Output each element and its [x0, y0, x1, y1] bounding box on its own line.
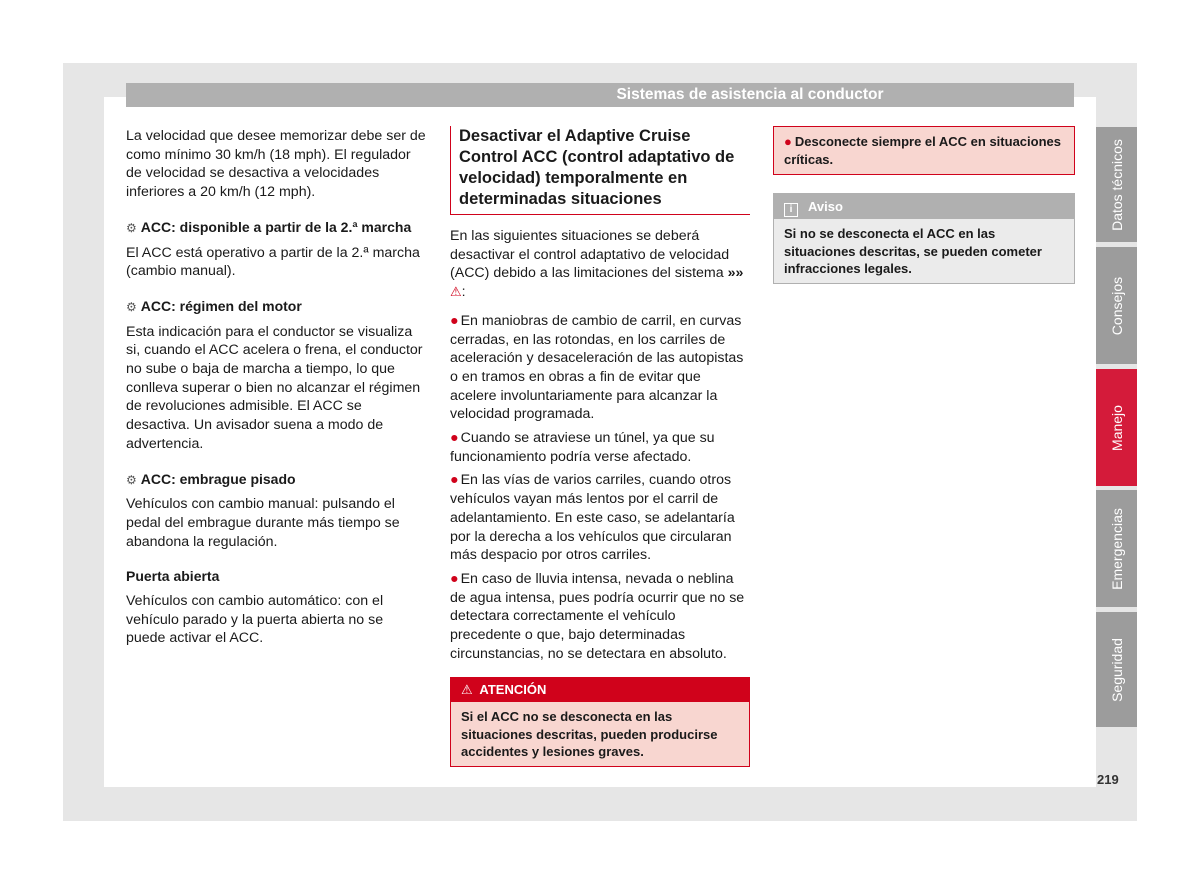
warning-light-icon: ⚙: [126, 299, 137, 314]
situations-intro: En las siguientes situaciones se deberá desactivar el control adaptativo de velocidad (ACC) debido a las limitaciones del sistema »» ⚠:: [450, 228, 744, 301]
bullet-dot-icon: ●: [450, 430, 459, 447]
section-header-title: Sistemas de asistencia al conductor: [616, 86, 884, 103]
bullet-dot-icon: ●: [450, 472, 459, 489]
warning-light-icon: ⚙: [126, 220, 137, 235]
attention-label: ATENCIÓN: [479, 682, 547, 698]
notice-header: [774, 194, 1074, 219]
tab-seguridad[interactable]: [1096, 612, 1137, 727]
critical-note-box: [773, 126, 1075, 175]
subheading-clutch: [126, 470, 426, 490]
situations-intro-text: En las siguientes situaciones se deberá desactivar el control adaptativo de velocidad (ACC) debido a las limitaciones del sistema: [450, 228, 730, 282]
list-item-text: En caso de lluvia intensa, nevada o neblina de agua intensa, pues podría ocurrir que no se detectara correctamente el vehículo precedente o que, bajo determinadas circunstancias, no se detectara en absoluto.: [450, 570, 745, 662]
critical-note-text: Desconecte siempre el ACC en situaciones críticas.: [784, 134, 1061, 167]
list-item-text: En maniobras de cambio de carril, en curvas cerradas, en las rotondas, en los carriles de aceleración y desaceleración de las autopistas o en tramos en obras a fin de evitar que acelere involuntariamente para alcanzar la velocidad programada.: [450, 312, 744, 423]
section-title: Desactivar el Adaptive Cruise Control ACC (control adaptativo de velocidad) temporalmente en determinadas situaciones: [450, 126, 750, 215]
bullet-dot-icon: ●: [450, 312, 459, 329]
subheading-engine-speed: [126, 297, 426, 317]
warning-triangle-icon: ⚠: [450, 284, 462, 300]
column-left: [126, 127, 426, 664]
subheading-engine-speed-text: ACC: régimen del motor: [140, 297, 302, 314]
tab-label: Datos técnicos: [1108, 138, 1125, 231]
notice-box: [773, 193, 1075, 284]
subheading-gear-text: ACC: disponible a partir de la 2.ª marcha: [140, 218, 412, 235]
list-item: [450, 429, 750, 466]
list-item: [450, 570, 750, 664]
list-item-text: Cuando se atraviese un túnel, ya que su funcionamiento podría verse afectado.: [450, 430, 715, 465]
intro-paragraph: La velocidad que desee memorizar debe ser de como mínimo 30 km/h (18 mph). El regulador de velocidad se desactiva a velocidades inferiores a 20 km/h (12 mph).: [126, 128, 426, 201]
notice-text: Si no se desconecta el ACC en las situaciones descritas, se pueden cometer infracciones legales.: [774, 219, 1074, 283]
continue-arrows: »»: [727, 265, 744, 282]
tab-label: Manejo: [1108, 404, 1125, 451]
list-item: [450, 471, 750, 565]
tab-datos-tecnicos[interactable]: [1096, 127, 1137, 242]
bullet-dot-icon: ●: [784, 134, 792, 149]
attention-text: Si el ACC no se desconecta en las situaciones descritas, pueden producirse accidentes y lesiones graves.: [451, 702, 749, 766]
page-number: 219: [1097, 772, 1119, 787]
section-header-bar: [126, 83, 1074, 107]
list-item: [450, 312, 750, 424]
tab-label: Emergencias: [1108, 507, 1125, 590]
clutch-paragraph: Vehículos con cambio manual: pulsando el pedal del embrague durante más tiempo se abandona la regulación.: [126, 496, 400, 550]
warning-light-icon: ⚙: [126, 472, 137, 487]
tab-emergencias[interactable]: [1096, 490, 1137, 607]
column-middle: [450, 126, 750, 767]
attention-box: [450, 677, 750, 767]
tab-label: Consejos: [1108, 276, 1125, 335]
tab-label: Seguridad: [1108, 637, 1125, 702]
notice-label: Aviso: [808, 199, 843, 214]
warning-triangle-icon: ⚠: [461, 682, 473, 698]
tab-manejo[interactable]: [1096, 369, 1137, 486]
list-item-text: En las vías de varios carriles, cuando otros vehículos vayan más lentos por el carril de adelantamiento. En este caso, se adelantaría por la derecha a los vehículos que circularan más despacio por otros carriles.: [450, 472, 735, 564]
info-icon: i: [784, 203, 798, 217]
subheading-door-open: Puerta abierta: [126, 568, 220, 585]
engine-speed-paragraph: Esta indicación para el conductor se visualiza si, cuando el ACC acelera o frena, el conductor no sube o baja de marcha a tiempo, lo que conlleva superar o bien no alcanzar el régimen de revoluciones admisible. El ACC se desactiva. Un avisador suena a modo de advertencia.: [126, 323, 423, 452]
door-open-paragraph: Vehículos con cambio automático: con el vehículo parado y la puerta abierta no se puede activar el ACC.: [126, 593, 384, 647]
gear-paragraph: El ACC está operativo a partir de la 2.ª marcha (cambio manual).: [126, 244, 420, 280]
bullet-dot-icon: ●: [450, 570, 459, 587]
subheading-clutch-text: ACC: embrague pisado: [140, 470, 296, 487]
subheading-gear: [126, 218, 426, 238]
tab-consejos[interactable]: [1096, 247, 1137, 364]
attention-header: [451, 678, 749, 702]
column-right: [773, 126, 1075, 284]
